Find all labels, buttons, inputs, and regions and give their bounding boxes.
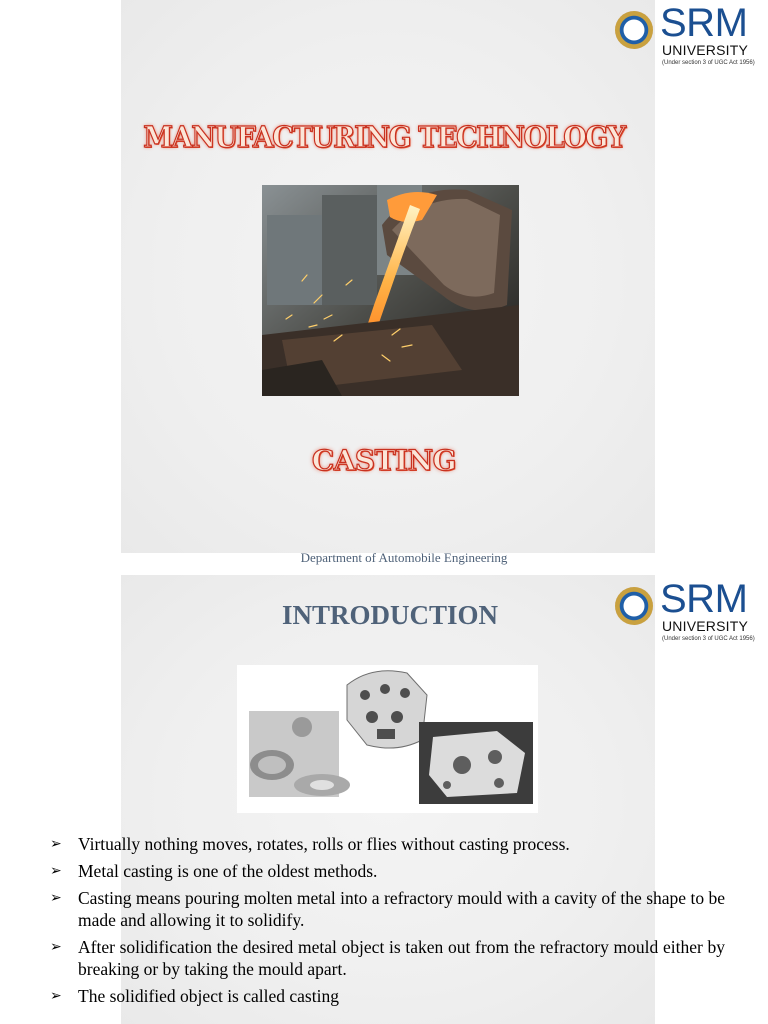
bullet-text: Casting means pouring molten metal into a refractory mould with a cavity of the shape to be made and allowing it to solidify.	[78, 888, 725, 930]
slide-subtitle: CASTING	[311, 444, 457, 477]
srm-logo	[614, 1, 764, 79]
bullet-text: Metal casting is one of the oldest methods.	[78, 861, 378, 881]
arrow-bullet-icon: ➢	[50, 988, 62, 1004]
arrow-bullet-icon: ➢	[50, 939, 62, 955]
arrow-bullet-icon: ➢	[50, 836, 62, 852]
section-heading: INTRODUCTION	[281, 600, 499, 630]
srm-seal-icon	[615, 11, 653, 49]
bullet-item	[50, 833, 725, 855]
cast-parts-photo	[237, 665, 538, 813]
logo-subtitle: UNIVERSITY	[662, 618, 749, 634]
logo-note: (Under section 3 of UGC Act 1956)	[662, 636, 755, 642]
logo-name: SRM	[660, 577, 748, 621]
slide-title: MANUFACTURING TECHNOLOGY	[143, 120, 625, 154]
bullet-text: Virtually nothing moves, rotates, rolls or flies without casting process.	[78, 834, 570, 854]
department-footer: Department of Automobile Engineering	[300, 550, 508, 565]
bullet-text: The solidified object is called casting	[78, 986, 339, 1006]
logo-subtitle: UNIVERSITY	[662, 42, 749, 58]
arrow-bullet-icon: ➢	[50, 890, 62, 906]
bullet-item	[50, 887, 725, 931]
bullet-item	[50, 936, 725, 980]
logo-name: SRM	[660, 1, 748, 45]
bullet-item	[50, 985, 725, 1007]
bullet-list	[50, 833, 725, 1012]
bullet-item	[50, 860, 725, 882]
logo-note: (Under section 3 of UGC Act 1956)	[662, 60, 755, 66]
arrow-bullet-icon: ➢	[50, 863, 62, 879]
bullet-text: After solidification the desired metal object is taken out from the refractory mould either by breaking or by taking the mould apart.	[78, 937, 725, 979]
molten-metal-pouring-photo	[262, 185, 519, 396]
